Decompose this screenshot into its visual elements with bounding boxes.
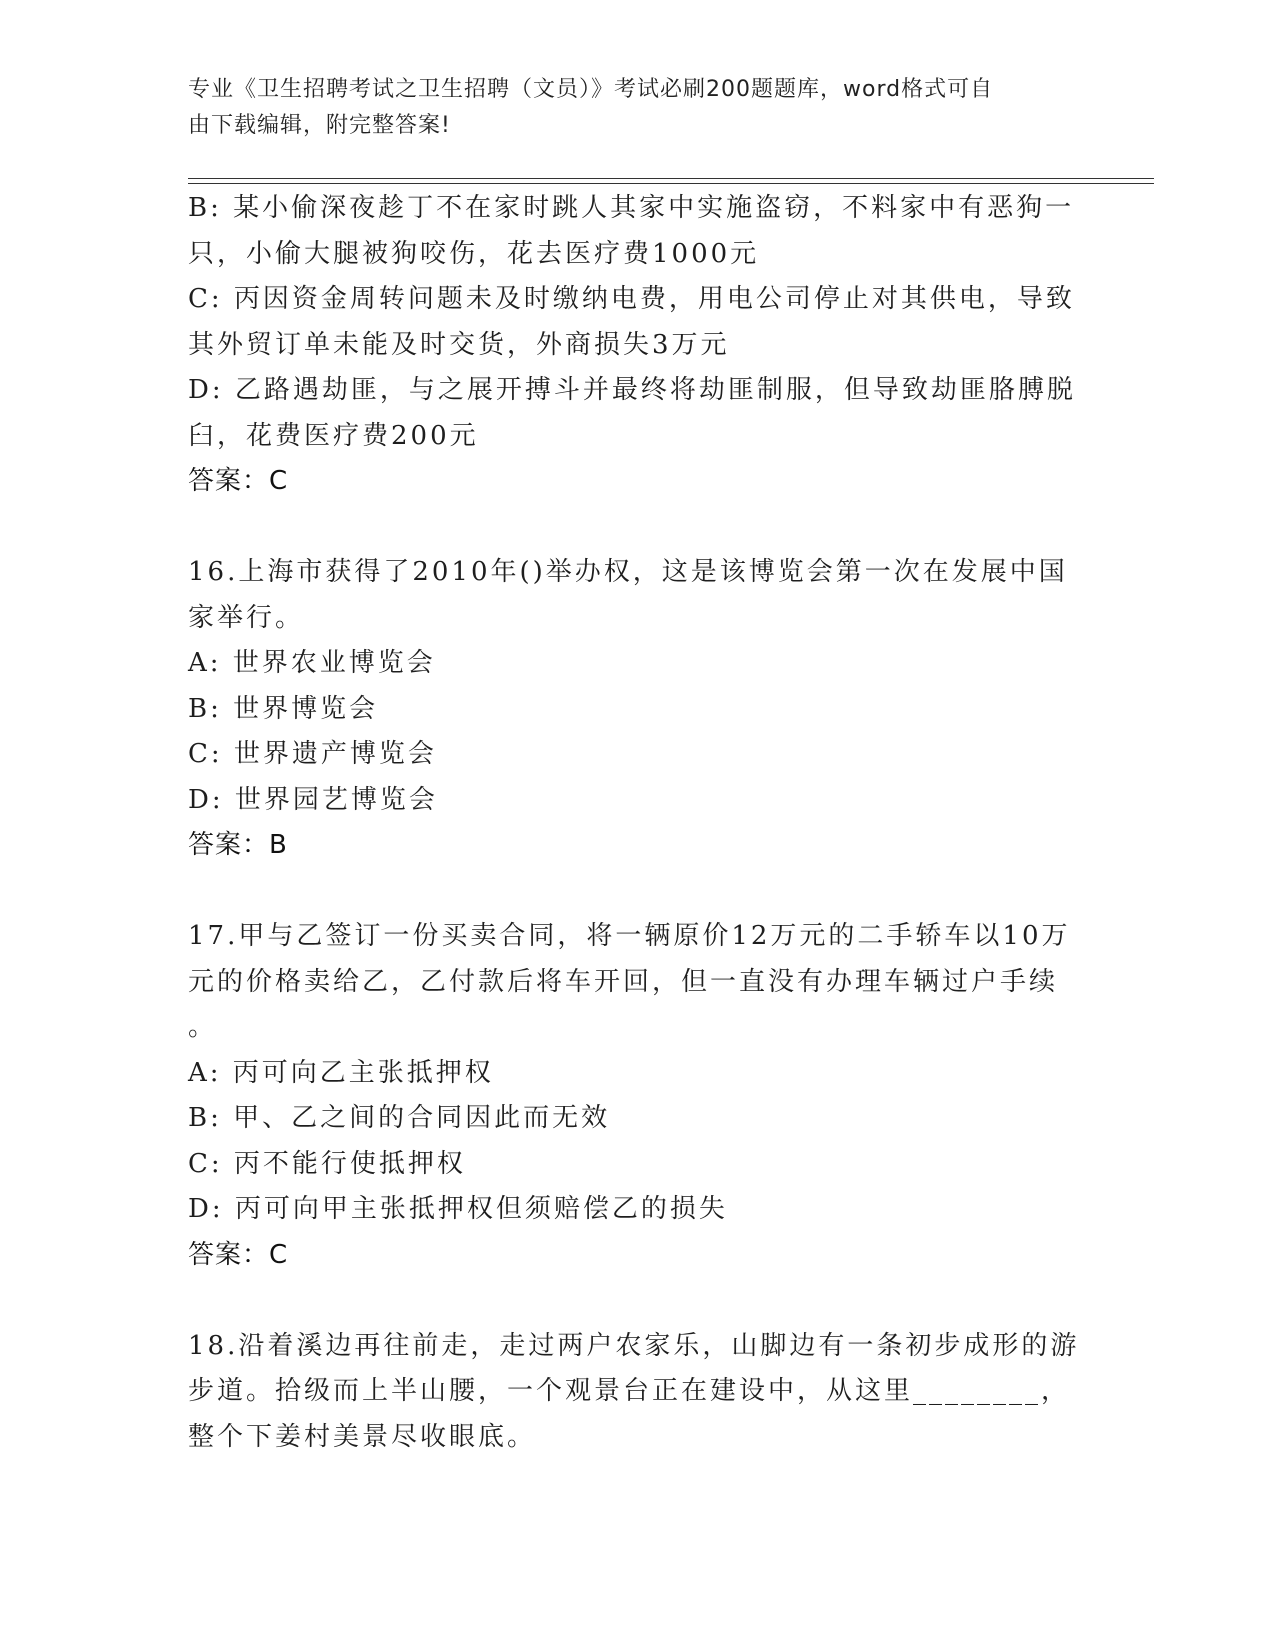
question-stem-line-1: 17.甲与乙签订一份买卖合同，将一辆原价12万元的二手轿车以10万 xyxy=(188,921,1071,951)
option-d: D: 世界园艺博览会 xyxy=(188,784,438,815)
option-d: D: 丙可向甲主张抵押权但须赔偿乙的损失 xyxy=(188,1194,728,1224)
question-18 xyxy=(188,1324,1088,1461)
option-c-line-1: C: 丙因资金周转问题未及时缴纳电费，用电公司停止对其供电，导致 xyxy=(188,284,1075,314)
question-15-continued xyxy=(188,186,1088,505)
question-stem-line-2: 步道。拾级而上半山腰，一个观景台正在建设中，从这里________， xyxy=(188,1376,1071,1406)
spacer xyxy=(188,1278,1088,1324)
option-c: C: 世界遗产博览会 xyxy=(188,739,437,769)
document-body xyxy=(188,186,1088,1460)
answer-label: 答案：C xyxy=(188,466,289,496)
option-d-line-1: D: 乙路遇劫匪，与之展开搏斗并最终将劫匪制服，但导致劫匪胳膊脱 xyxy=(188,375,1076,405)
question-stem-line-2: 元的价格卖给乙，乙付款后将车开回，但一直没有办理车辆过户手续 xyxy=(188,966,1059,997)
header-rule-bottom xyxy=(188,183,1154,184)
question-stem-line-1: 18.沿着溪边再往前走，走过两户农家乐，山脚边有一条初步成形的游 xyxy=(188,1330,1080,1361)
option-b: B: 甲、乙之间的合同因此而无效 xyxy=(188,1103,611,1133)
option-c: C: 丙不能行使抵押权 xyxy=(188,1148,466,1179)
option-b-line-2: 只，小偷大腿被狗咬伤，花去医疗费1000元 xyxy=(188,238,760,269)
answer-label: 答案：C xyxy=(188,1239,289,1270)
spacer xyxy=(188,505,1088,551)
answer-label: 答案：B xyxy=(188,830,288,860)
option-b: B: 世界博览会 xyxy=(188,693,379,724)
question-stem-line-1: 16.上海市获得了2010年()举办权，这是该博览会第一次在发展中国 xyxy=(188,557,1068,587)
question-stem-line-2: 家举行。 xyxy=(188,602,305,633)
question-stem-line-3: 整个下姜村美景尽收眼底。 xyxy=(188,1421,537,1452)
question-16 xyxy=(188,550,1088,869)
header-line-2: 由下载编辑，附完整答案! xyxy=(188,113,451,138)
option-d-line-2: 臼，花费医疗费200元 xyxy=(188,420,479,451)
option-b-line-1: B: 某小偷深夜趁丁不在家时跳人其家中实施盗窃，不料家中有恶狗一 xyxy=(188,193,1075,223)
page-header xyxy=(188,72,1068,144)
option-a: A: 丙可向乙主张抵押权 xyxy=(188,1057,494,1088)
option-a: A: 世界农业博览会 xyxy=(188,648,436,678)
question-stem-line-3: 。 xyxy=(188,1012,218,1042)
spacer xyxy=(188,869,1088,915)
option-c-line-2: 其外贸订单未能及时交货，外商损失3万元 xyxy=(188,329,730,360)
header-line-1: 专业《卫生招聘考试之卫生招聘（文员）》考试必刷200题题库，word格式可自 xyxy=(188,77,994,102)
header-rule-top xyxy=(188,178,1154,179)
question-17 xyxy=(188,914,1088,1278)
